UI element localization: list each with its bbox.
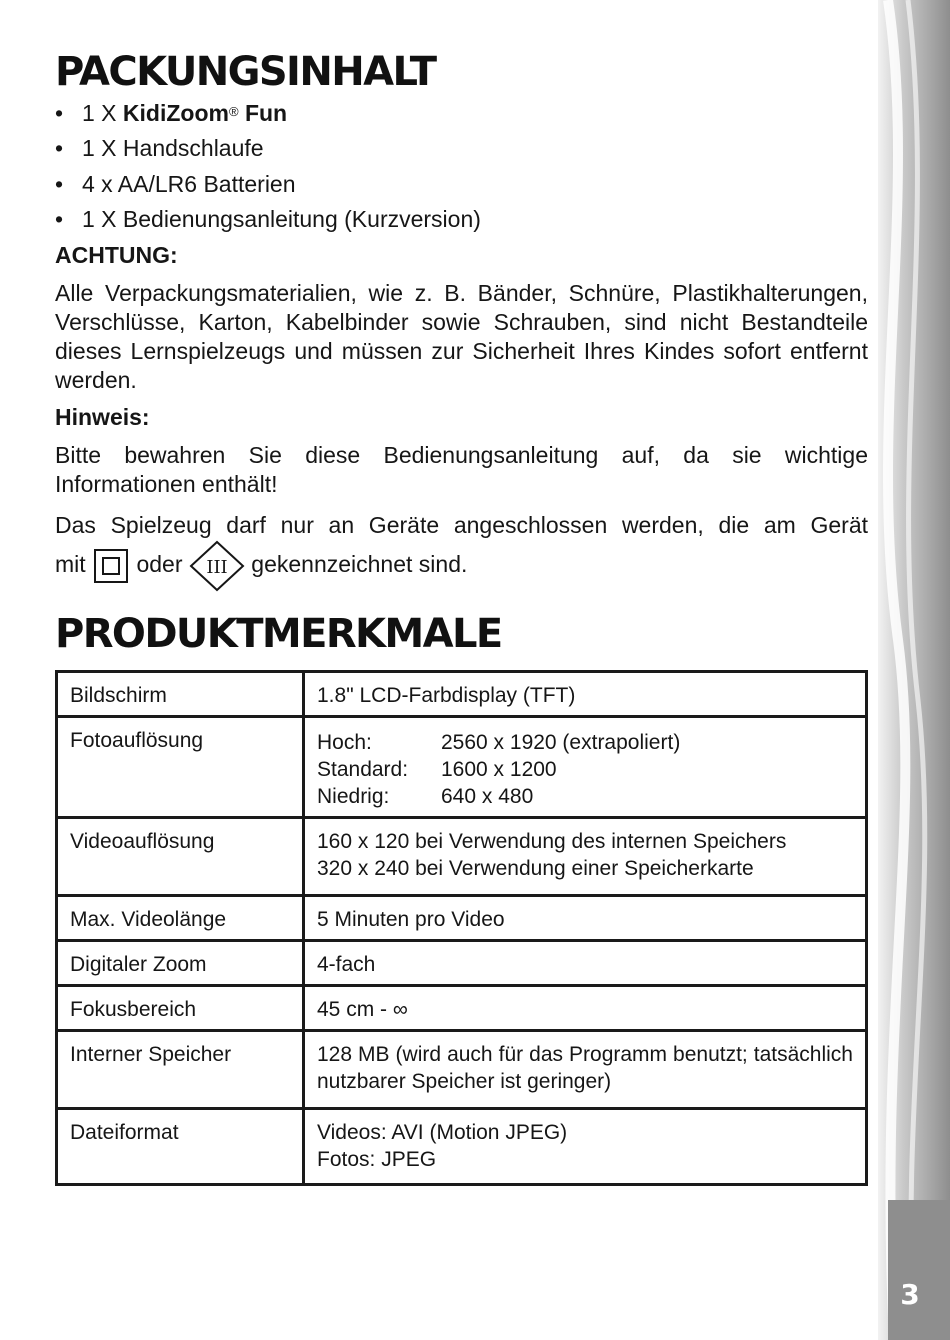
spec-label: Fotoauflösung bbox=[57, 717, 304, 818]
list-item bbox=[55, 96, 481, 131]
spec-label: Interner Speicher bbox=[57, 1031, 304, 1109]
section-title-produktmerkmale: PRODUKTMERKMALE bbox=[55, 611, 502, 657]
spec-value bbox=[304, 1109, 867, 1185]
spec-label: Max. Videolänge bbox=[57, 896, 304, 941]
spec-label: Bildschirm bbox=[57, 672, 304, 717]
section-title-packungsinhalt: PACKUNGSINHALT bbox=[55, 49, 436, 95]
resolution-value: 1600 x 1200 bbox=[441, 758, 557, 781]
list-item: • 1 X Bedienungsanleitung (Kurzversion) bbox=[55, 202, 481, 237]
table-row bbox=[57, 672, 867, 717]
devices-paragraph-line1: Das Spielzeug darf nur an Geräte angeschlossen werden, die am Gerät bbox=[55, 512, 868, 538]
video-resolution-line: 320 x 240 bei Verwendung einer Speicherkarte bbox=[317, 857, 754, 880]
table-row bbox=[57, 896, 867, 941]
resolution-name: Standard: bbox=[317, 758, 409, 781]
hinweis-paragraph: Bitte bewahren Sie diese Bedienungsanleitung auf, da sie wichtige Informationen enthält! bbox=[55, 442, 868, 497]
achtung-heading: ACHTUNG: bbox=[55, 242, 178, 268]
item-prefix: 1 X bbox=[82, 100, 123, 126]
product-name: KidiZoom bbox=[122, 100, 229, 126]
photo-resolution-row bbox=[317, 783, 853, 810]
spec-label: Dateiformat bbox=[57, 1109, 304, 1185]
devices-middle: oder bbox=[136, 551, 183, 578]
hinweis-heading: Hinweis: bbox=[55, 404, 150, 430]
photo-resolution-row bbox=[317, 756, 853, 783]
page-number: 3 bbox=[900, 1278, 920, 1311]
spec-label: Digitaler Zoom bbox=[57, 941, 304, 986]
photo-resolution-row bbox=[317, 729, 853, 756]
resolution-name: Niedrig: bbox=[317, 785, 390, 808]
resolution-value: 2560 x 1920 (extrapoliert) bbox=[441, 731, 681, 754]
resolution-value: 640 x 480 bbox=[441, 785, 534, 808]
spec-value: 45 cm - ∞ bbox=[304, 986, 867, 1031]
table-row bbox=[57, 986, 867, 1031]
table-row bbox=[57, 717, 867, 818]
devices-prefix: mit bbox=[55, 551, 86, 578]
class2-symbol-icon bbox=[92, 546, 130, 586]
list-item: • 4 x AA/LR6 Batterien bbox=[55, 167, 481, 202]
spec-value bbox=[304, 818, 867, 896]
list-item: • 1 X Handschlaufe bbox=[55, 131, 481, 166]
specs-table bbox=[55, 670, 868, 1186]
file-format-line: Videos: AVI (Motion JPEG) bbox=[317, 1121, 568, 1144]
devices-paragraph-line2 bbox=[55, 540, 467, 592]
spec-value: 4-fach bbox=[304, 941, 867, 986]
spec-value: 128 MB (wird auch für das Programm benutzt; tatsächlich nutzbarer Speicher ist geringer) bbox=[304, 1031, 867, 1109]
achtung-paragraph: Alle Verpackungsmaterialien, wie z. B. Bänder, Schnüre, Plastikhalterungen, Verschlüsse, Karton, Kabelbinder sowie Schrauben, sind nicht Bestandteile dieses Lernspielzeugs und müssen zur Sicherheit Ihres Kindes sofort entfernt werden. bbox=[55, 280, 868, 393]
devices-suffix: gekennzeichnet sind. bbox=[251, 551, 468, 578]
spec-value bbox=[304, 717, 867, 818]
table-row bbox=[57, 941, 867, 986]
class3-symbol-label: III bbox=[206, 557, 228, 578]
spec-value: 1.8" LCD-Farbdisplay (TFT) bbox=[304, 672, 867, 717]
table-row bbox=[57, 818, 867, 896]
class3-symbol-icon bbox=[189, 540, 245, 592]
table-row bbox=[57, 1109, 867, 1185]
decorative-side-band bbox=[878, 0, 950, 1340]
file-format-line: Fotos: JPEG bbox=[317, 1148, 437, 1171]
registered-mark: ® bbox=[228, 104, 239, 119]
product-name-suffix: Fun bbox=[238, 100, 288, 126]
video-resolution-line: 160 x 120 bei Verwendung des internen Speichers bbox=[317, 830, 787, 853]
resolution-name: Hoch: bbox=[317, 731, 372, 754]
package-contents-list bbox=[55, 96, 481, 238]
spec-label: Fokusbereich bbox=[57, 986, 304, 1031]
spec-value: 5 Minuten pro Video bbox=[304, 896, 867, 941]
table-row bbox=[57, 1031, 867, 1109]
spec-label: Videoauflösung bbox=[57, 818, 304, 896]
